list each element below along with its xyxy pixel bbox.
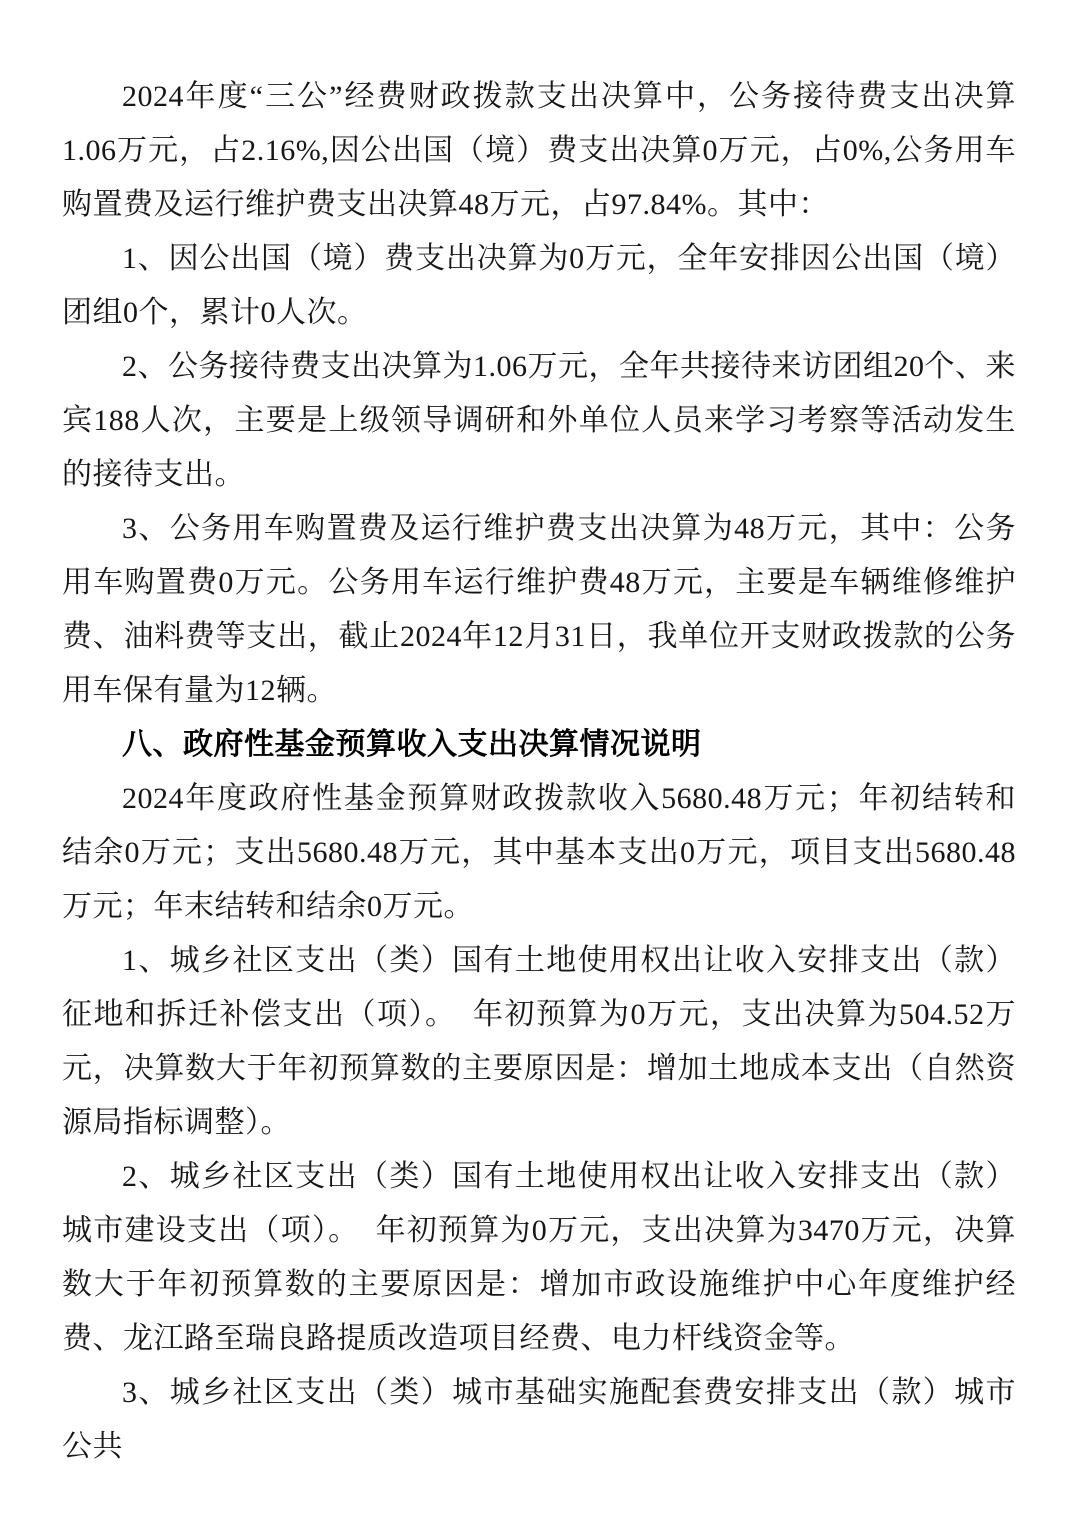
paragraph: 2024年度“三公”经费财政拨款支出决算中，公务接待费支出决算1.06万元，占2.16%,因公出国（境）费支出决算0万元，占0%,公务用车购置费及运行维护费支出决算48万元，占97.84%。其中： (62, 80, 1016, 221)
paragraph: 1、城乡社区支出（类）国有土地使用权出让收入安排支出（款）征地和拆迁补偿支出（项）。 年初预算为0万元，支出决算为504.52万元，决算数大于年初预算数的主要原因是：增加土地成本支出（自然资源局指标调整）。 (62, 944, 1016, 1139)
paragraph: 1、因公出国（境）费支出决算为0万元，全年安排因公出国（境）团组0个，累计0人次。 (62, 242, 1016, 329)
section-heading: 八、政府性基金预算收入支出决算情况说明 (122, 728, 702, 761)
paragraph: 3、城乡社区支出（类）城市基础实施配套费安排支出（款）城市公共 (62, 1376, 1016, 1463)
paragraph: 2、公务接待费支出决算为1.06万元，全年共接待来访团组20个、来宾188人次，主要是上级领导调研和外单位人员来学习考察等活动发生的接待支出。 (62, 350, 1016, 491)
paragraph: 2、城乡社区支出（类）国有土地使用权出让收入安排支出（款）城市建设支出（项）。 年初预算为0万元，支出决算为3470万元，决算数大于年初预算数的主要原因是：增加市政设施维护中心年度维护经费、龙江路至瑞良路提质改造项目经费、电力杆线资金等。 (62, 1160, 1016, 1355)
paragraph: 3、公务用车购置费及运行维护费支出决算为48万元，其中：公务用车购置费0万元。公务用车运行维护费48万元，主要是车辆维修维护费、油料费等支出，截止2024年12月31日，我单位开支财政拨款的公务用车保有量为12辆。 (62, 512, 1016, 707)
paragraph: 2024年度政府性基金预算财政拨款收入5680.48万元；年初结转和结余0万元；支出5680.48万元，其中基本支出0万元，项目支出5680.48万元；年末结转和结余0万元。 (62, 782, 1016, 923)
